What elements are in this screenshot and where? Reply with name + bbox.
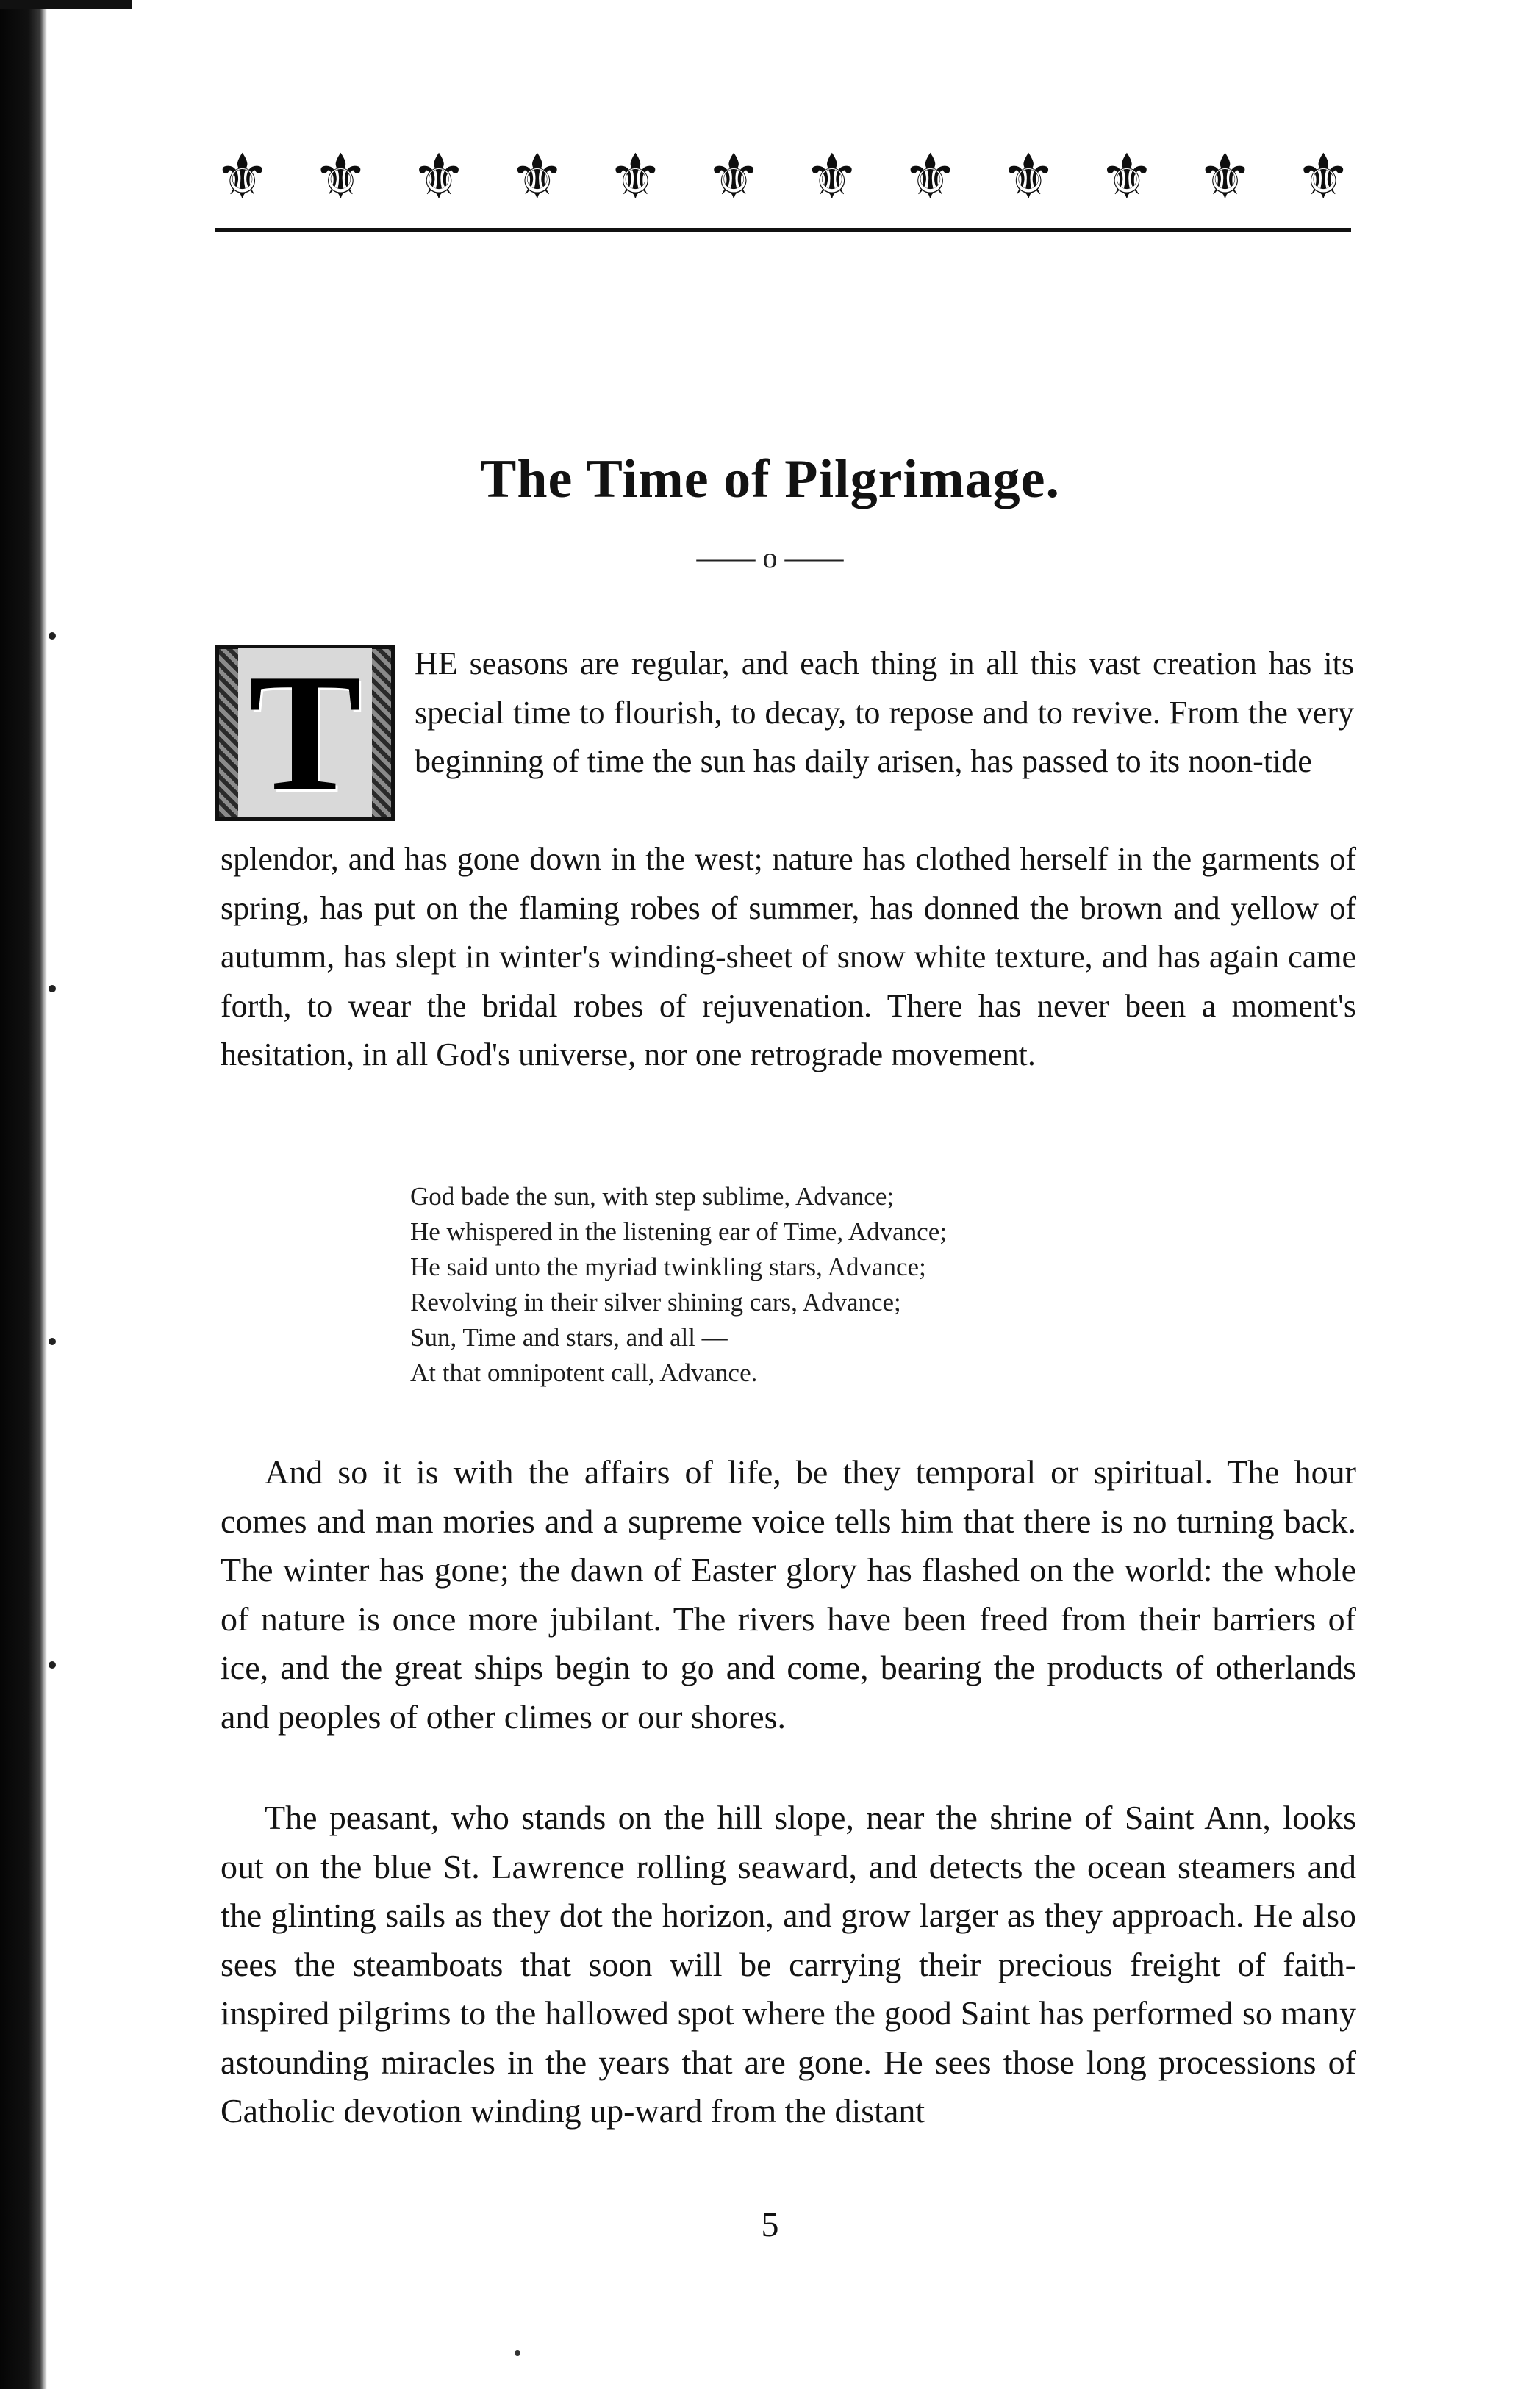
scan-speck [49, 1338, 56, 1345]
page-number: 5 [761, 2205, 779, 2244]
poem-line: God bade the sun, with step sublime, Advance; [410, 1182, 895, 1211]
drop-cap-letter: T [238, 648, 371, 817]
fleur-de-lis-icon: ⚜ [1295, 140, 1351, 212]
fleur-de-lis-row [215, 132, 1351, 221]
title-separator: —— o —— [696, 541, 844, 574]
paragraph-text: HE seasons are regular, and each thing in all this vast creation has its special time to flourish, to decay, to repose and to revive. From the very beginning of time the sun has daily arisen, has passed to its noon-tide [415, 645, 1354, 779]
paragraph-text: splendor, and has gone down in the west; nature has clothed herself in the garments of spring, has put on the flaming robes of summer, has donned the brown and yellow of autumm, has slept in winter's winding-sheet of snow white texture, and has again came forth, to wear the bridal robes of rejuvenation. There has never been a moment's hesitation, in all God's universe, nor one retrograde movement. [221, 841, 1356, 1072]
fleur-de-lis-icon: ⚜ [509, 140, 565, 212]
poem-line: At that omnipotent call, Advance. [410, 1358, 758, 1387]
fleur-de-lis-icon: ⚜ [1197, 140, 1253, 212]
ornamental-header-band [215, 132, 1351, 232]
binding-top-edge [0, 0, 132, 9]
chapter-title: The Time of Pilgrimage. [480, 449, 1060, 509]
scan-speck [49, 1661, 56, 1669]
third-paragraph [221, 1794, 1356, 2136]
decorated-drop-cap [215, 639, 395, 826]
poem-line: Sun, Time and stars, and all — [410, 1323, 728, 1352]
scan-speck [49, 632, 56, 640]
fleur-de-lis-icon: ⚜ [607, 140, 664, 212]
fleur-de-lis-icon: ⚜ [804, 140, 860, 212]
poem-line: He said unto the myriad twinkling stars, Advance; [410, 1253, 926, 1281]
paragraph-text: And so it is with the affairs of life, be they temporal or spiritual. The hour comes and man mories and a supreme voice tells him that there is no turning back. The winter has gone; the dawn of Easter glory has flashed on the world: the whole of nature is once more jubilant. The rivers have been freed from their barriers of ice, and the great ships begin to go and come, bearing the products of otherlands and peoples of other climes or our shores. [221, 1453, 1356, 1736]
scan-speck [515, 2350, 520, 2356]
poem-stanza [410, 1179, 1219, 1391]
fleur-de-lis-icon: ⚜ [1099, 140, 1155, 212]
poem-line: Revolving in their silver shining cars, Advance; [410, 1288, 901, 1317]
opening-paragraph-lead [415, 640, 1354, 787]
opening-paragraph-continuation [221, 835, 1356, 1080]
fleur-de-lis-icon: ⚜ [1000, 140, 1056, 212]
fleur-de-lis-icon: ⚜ [411, 140, 467, 212]
second-paragraph [221, 1448, 1356, 1741]
paragraph-text: The peasant, who stands on the hill slope, near the shrine of Saint Ann, looks out on the blue St. Lawrence rolling seaward, and detects the ocean steamers and the glinting sails as they dot the horizon, and grow larger as they approach. He also sees the steamboats that soon will be carrying their precious freight of faith-inspired pilgrims to the hallowed spot where the good Saint has performed so many astounding miracles in the years that are gone. He sees those long processions of Catholic devotion winding up-ward from the distant [221, 1799, 1356, 2130]
fleur-de-lis-icon: ⚜ [902, 140, 959, 212]
fleur-de-lis-icon: ⚜ [312, 140, 368, 212]
fleur-de-lis-icon: ⚜ [215, 140, 271, 212]
poem-line: He whispered in the listening ear of Time, Advance; [410, 1217, 947, 1246]
fleur-de-lis-icon: ⚜ [706, 140, 762, 212]
scan-speck [49, 985, 56, 992]
book-binding-edge [0, 0, 47, 2389]
